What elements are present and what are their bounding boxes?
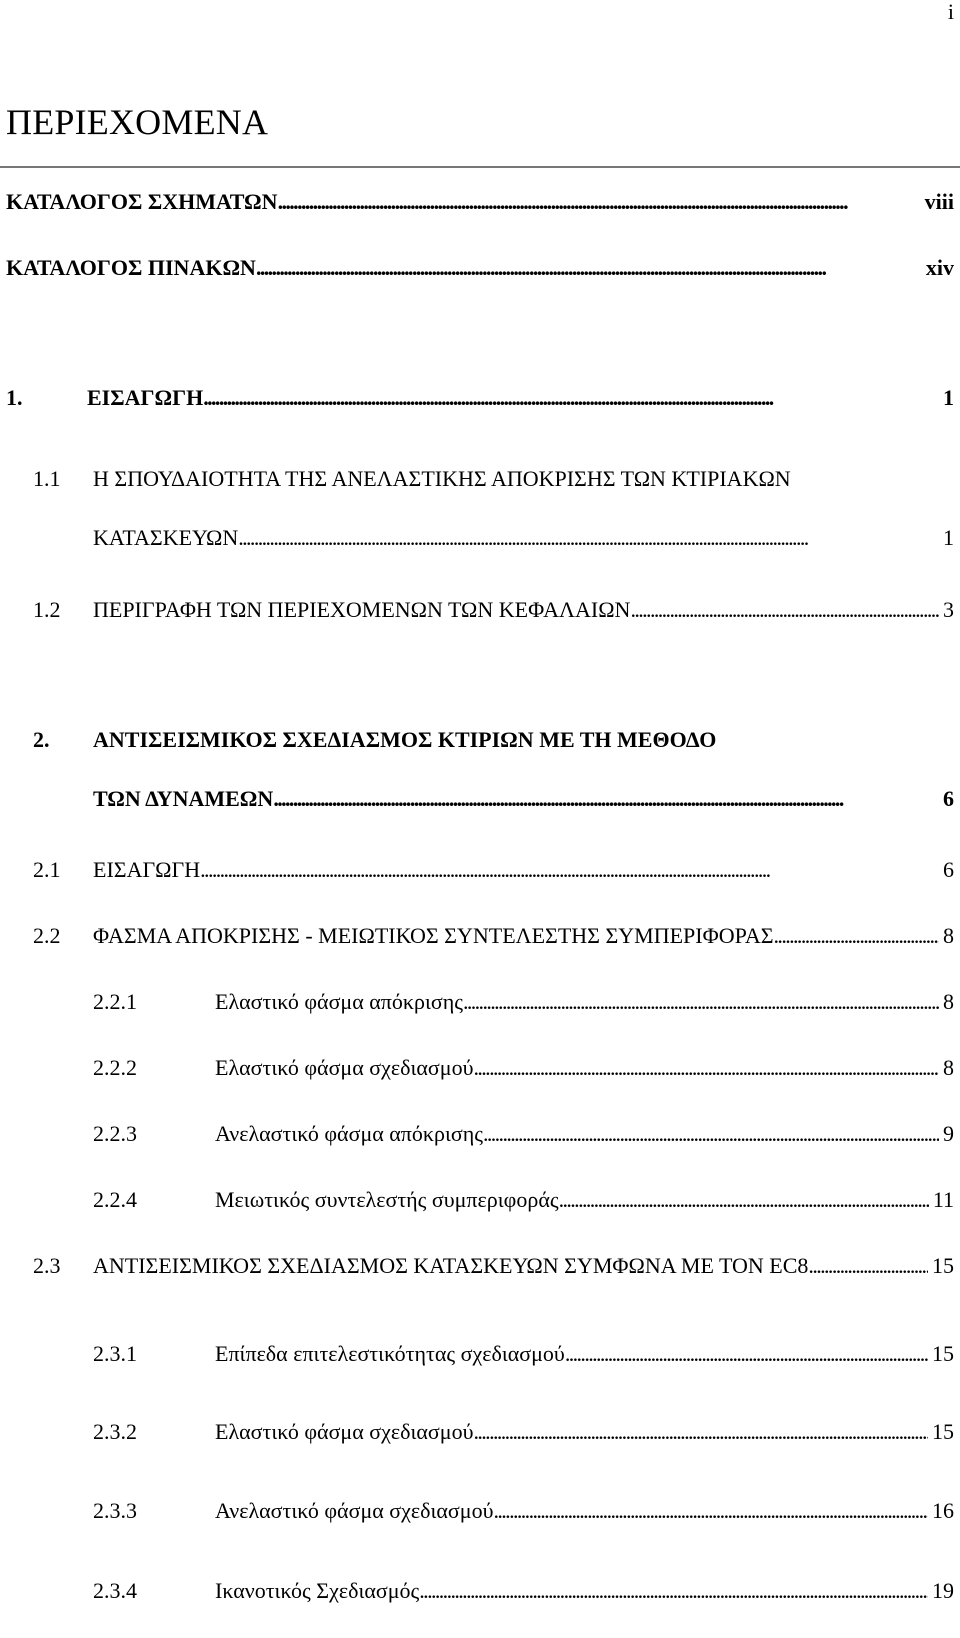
toc-entry-1-1-line1[interactable] xyxy=(33,465,791,493)
toc-entry-page: 9 xyxy=(943,1121,954,1146)
toc-entry-page: 11 xyxy=(932,1187,954,1212)
toc-leader-dots xyxy=(200,856,939,884)
toc-entry-1-1-line2[interactable] xyxy=(93,524,954,552)
toc-entry-text: Ελαστικό φάσμα απόκρισης xyxy=(215,989,463,1014)
toc-entry-page: 19 xyxy=(932,1578,954,1603)
toc-leader-dots xyxy=(493,1497,928,1525)
toc-entry-page: 6 xyxy=(943,786,954,811)
toc-entry-number: 2.2.4 xyxy=(93,1187,137,1212)
toc-entry-number: 2.3.2 xyxy=(93,1419,137,1444)
toc-entry-text: ΚΑΤΑΣΚΕΥΩΝ xyxy=(93,525,239,550)
toc-entry-text: Ανελαστικό φάσμα σχεδιασμού xyxy=(215,1498,494,1523)
toc-entry-list-of-tables[interactable] xyxy=(6,254,954,282)
title-divider xyxy=(0,166,960,168)
toc-entry-2-3-3[interactable] xyxy=(93,1497,954,1525)
toc-entry-text: ΑΝΤΙΣΕΙΣΜΙΚΟΣ ΣΧΕΔΙΑΣΜΟΣ ΚΑΤΑΣΚΕΥΩΝ ΣΥΜΦΩΝΑ ΜΕ ΤΟΝ EC8 xyxy=(93,1253,809,1278)
toc-entry-number: 2.2.2 xyxy=(93,1055,137,1080)
toc-leader-dots xyxy=(473,1418,928,1446)
toc-entry-page: 15 xyxy=(932,1253,954,1278)
toc-entry-page: 15 xyxy=(932,1419,954,1444)
toc-entry-2-3-4[interactable] xyxy=(93,1577,954,1605)
toc-entry-2-3-1[interactable] xyxy=(93,1340,954,1368)
toc-entry-page: 8 xyxy=(943,923,954,948)
page-title: ΠΕΡΙΕΧΟΜΕΝΑ xyxy=(6,102,269,142)
toc-entry-text: ΦΑΣΜΑ ΑΠΟΚΡΙΣΗΣ - ΜΕΙΩΤΙΚΟΣ ΣΥΝΤΕΛΕΣΤΗΣ ΣΥΜΠΕΡΙΦΟΡΑΣ xyxy=(93,923,774,948)
toc-entry-number: 1.1 xyxy=(33,466,61,491)
toc-entry-number: 2.2 xyxy=(33,923,61,948)
toc-entry-page: 15 xyxy=(932,1341,954,1366)
toc-entry-text: Ικανοτικός Σχεδιασμός xyxy=(215,1578,420,1603)
toc-entry-chapter-1[interactable] xyxy=(6,384,954,412)
toc-entry-2-3-2[interactable] xyxy=(93,1418,954,1446)
toc-leader-dots xyxy=(774,922,939,950)
toc-entry-text: Ανελαστικό φάσμα απόκρισης xyxy=(215,1121,483,1146)
toc-entry-text: Ελαστικό φάσμα σχεδιασμού xyxy=(215,1419,474,1444)
toc-entry-page: 8 xyxy=(943,1055,954,1080)
toc-leader-dots xyxy=(463,988,939,1016)
toc-entry-text: ΕΙΣΑΓΩΓΗ xyxy=(87,385,204,410)
toc-entry-page: 3 xyxy=(943,597,954,622)
toc-entry-page: 16 xyxy=(932,1498,954,1523)
toc-entry-number: 2.1 xyxy=(33,857,61,882)
toc-entry-page: 1 xyxy=(943,525,954,550)
toc-entry-page: 8 xyxy=(943,989,954,1014)
toc-entry-page: xiv xyxy=(925,255,954,280)
toc-leader-dots xyxy=(630,596,939,624)
toc-leader-dots xyxy=(419,1577,928,1605)
toc-entry-text: ΠΕΡΙΓΡΑΦΗ ΤΩΝ ΠΕΡΙΕΧΟΜΕΝΩΝ ΤΩΝ ΚΕΦΑΛΑΙΩΝ xyxy=(93,597,631,622)
toc-leader-dots xyxy=(273,785,939,813)
toc-leader-dots xyxy=(278,188,921,216)
toc-entry-text: ΚΑΤΑΛΟΓΟΣ ΣΧΗΜΑΤΩΝ xyxy=(6,189,278,214)
toc-leader-dots xyxy=(559,1186,929,1214)
toc-entry-text: ΑΝΤΙΣΕΙΣΜΙΚΟΣ ΣΧΕΔΙΑΣΜΟΣ ΚΤΙΡΙΩΝ ΜΕ ΤΗ ΜΕΘΟΔΟ xyxy=(93,727,717,752)
toc-entry-2-2-2[interactable] xyxy=(93,1054,954,1082)
toc-entry-number: 2. xyxy=(33,727,50,752)
toc-leader-dots xyxy=(256,254,922,282)
toc-entry-2-3[interactable] xyxy=(33,1252,954,1280)
toc-entry-2-1[interactable] xyxy=(33,856,954,884)
toc-leader-dots xyxy=(203,384,939,412)
toc-entry-number: 1. xyxy=(6,385,23,410)
toc-entry-chapter-2-line1[interactable] xyxy=(33,726,716,754)
toc-entry-2-2-3[interactable] xyxy=(93,1120,954,1148)
toc-entry-number: 1.2 xyxy=(33,597,61,622)
toc-entry-2-2-4[interactable] xyxy=(93,1186,954,1214)
toc-entry-text: ΤΩΝ ΔΥΝΑΜΕΩΝ xyxy=(93,786,274,811)
toc-leader-dots xyxy=(238,524,939,552)
toc-entry-2-2-1[interactable] xyxy=(93,988,954,1016)
toc-entry-number: 2.3 xyxy=(33,1253,61,1278)
toc-entry-page: 6 xyxy=(943,857,954,882)
toc-entry-number: 2.3.1 xyxy=(93,1341,137,1366)
page-number: i xyxy=(947,0,954,24)
toc-entry-chapter-2-line2[interactable] xyxy=(93,785,954,813)
toc-entry-list-of-figures[interactable] xyxy=(6,188,954,216)
toc-leader-dots xyxy=(565,1340,928,1368)
toc-entry-text: Η ΣΠΟΥΔΑΙΟΤΗΤΑ ΤΗΣ ΑΝΕΛΑΣΤΙΚΗΣ ΑΠΟΚΡΙΣΗΣ ΤΩΝ ΚΤΙΡΙΑΚΩΝ xyxy=(93,466,791,491)
toc-entry-number: 2.3.4 xyxy=(93,1578,137,1603)
toc-leader-dots xyxy=(483,1120,939,1148)
toc-entry-number: 2.2.3 xyxy=(93,1121,137,1146)
toc-entry-number: 2.2.1 xyxy=(93,989,137,1014)
toc-entry-text: ΕΙΣΑΓΩΓΗ xyxy=(93,857,201,882)
toc-entry-text: ΚΑΤΑΛΟΓΟΣ ΠΙΝΑΚΩΝ xyxy=(6,255,256,280)
toc-entry-page: 1 xyxy=(943,385,954,410)
toc-entry-text: Μειωτικός συντελεστής συμπεριφοράς xyxy=(215,1187,559,1212)
toc-entry-2-2[interactable] xyxy=(33,922,954,950)
toc-entry-text: Ελαστικό φάσμα σχεδιασμού xyxy=(215,1055,474,1080)
toc-leader-dots xyxy=(808,1252,928,1280)
toc-entry-text: Επίπεδα επιτελεστικότητας σχεδιασμού xyxy=(215,1341,565,1366)
toc-leader-dots xyxy=(473,1054,939,1082)
toc-entry-1-2[interactable] xyxy=(33,596,954,624)
toc-entry-page: viii xyxy=(924,189,954,214)
toc-entry-number: 2.3.3 xyxy=(93,1498,137,1523)
